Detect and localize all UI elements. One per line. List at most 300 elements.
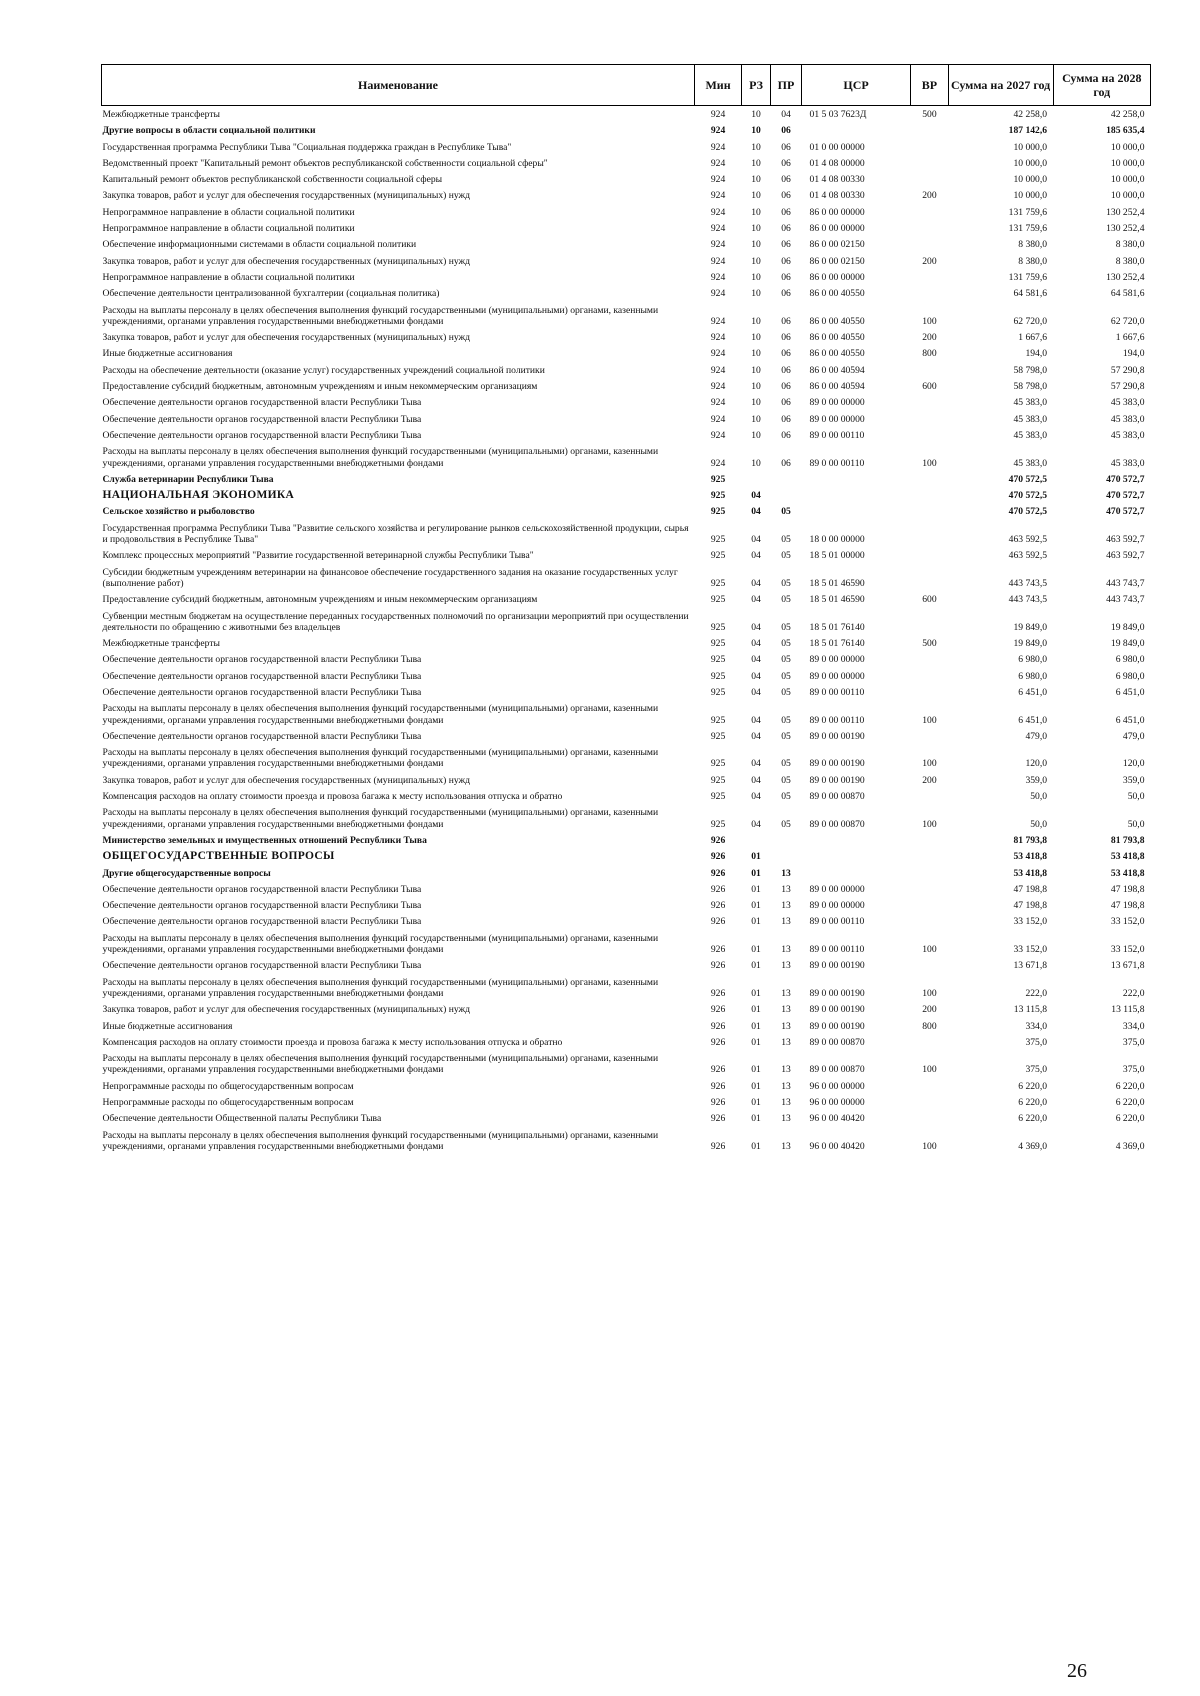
cell-sum-2027: 81 793,8 bbox=[1013, 834, 1048, 846]
cell-sum-2027: 6 220,0 bbox=[1018, 1080, 1048, 1092]
cell-rz: 10 bbox=[751, 413, 761, 425]
cell-sum-2027: 375,0 bbox=[1025, 1036, 1048, 1048]
cell-rz: 10 bbox=[751, 223, 761, 235]
cell-rz: 10 bbox=[751, 109, 761, 120]
cell-pr: 06 bbox=[781, 413, 791, 425]
cell-vr bbox=[911, 220, 948, 236]
cell-min: 925 bbox=[710, 791, 726, 803]
cell-pr: 06 bbox=[781, 125, 791, 137]
cell-csr: 89 0 00 00000 bbox=[809, 883, 865, 895]
table-row bbox=[102, 520, 1151, 548]
table-row bbox=[102, 269, 1151, 285]
cell-vr: 200 bbox=[922, 774, 937, 786]
table-body bbox=[102, 106, 1151, 1155]
cell-sum-2027: 19 849,0 bbox=[1013, 621, 1048, 633]
cell-min: 925 bbox=[710, 730, 726, 742]
cell-sum-2027: 6 451,0 bbox=[1018, 714, 1048, 726]
cell-sum-2028: 334,0 bbox=[1122, 1020, 1145, 1032]
cell-sum-2028: 375,0 bbox=[1122, 1036, 1145, 1048]
cell-name: Капитальный ремонт объектов республиканской собственности социальной сферы bbox=[102, 174, 443, 186]
cell-sum-2028: 222,0 bbox=[1122, 987, 1145, 999]
cell-name: Предоставление субсидий бюджетным, автономным учреждениям и иным некоммерческим организациям bbox=[102, 594, 538, 606]
cell-min: 924 bbox=[710, 206, 726, 218]
cell-sum-2028: 53 418,8 bbox=[1110, 867, 1145, 879]
cell-rz bbox=[742, 832, 771, 848]
cell-vr: 800 bbox=[922, 1020, 937, 1032]
cell-min: 924 bbox=[710, 315, 726, 327]
table-header bbox=[102, 65, 1151, 106]
table-row bbox=[102, 106, 1151, 123]
cell-pr: 05 bbox=[781, 577, 791, 589]
cell-rz: 10 bbox=[751, 125, 761, 137]
cell-vr bbox=[911, 362, 948, 378]
cell-pr: 04 bbox=[781, 109, 791, 120]
cell-csr: 89 0 00 00000 bbox=[809, 397, 865, 409]
table-row bbox=[102, 651, 1151, 667]
cell-name: Расходы на выплаты персоналу в целях обеспечения выполнения функций государственными (муниципальными) органами, казенными учреждениями, органами управления государственными внебюджетными фондами bbox=[102, 976, 659, 999]
cell-name: Сельское хозяйство и рыболовство bbox=[102, 506, 255, 518]
cell-sum-2028: 57 290,8 bbox=[1110, 381, 1145, 393]
cell-pr bbox=[770, 832, 801, 848]
cell-sum-2028: 45 383,0 bbox=[1110, 457, 1145, 469]
cell-min: 924 bbox=[710, 429, 726, 441]
cell-name: Непрограммное направление в области социальной политики bbox=[102, 271, 355, 283]
cell-pr: 06 bbox=[781, 381, 791, 393]
cell-vr bbox=[911, 394, 948, 410]
cell-min: 926 bbox=[710, 1004, 726, 1016]
cell-pr: 06 bbox=[781, 141, 791, 153]
cell-min: 926 bbox=[710, 883, 726, 895]
cell-rz: 04 bbox=[751, 818, 761, 830]
cell-pr: 13 bbox=[781, 1064, 791, 1076]
cell-csr: 86 0 00 40550 bbox=[809, 332, 865, 344]
cell-rz: 04 bbox=[751, 594, 761, 606]
budget-table-sheet bbox=[101, 64, 1151, 1154]
cell-name: Межбюджетные трансферты bbox=[102, 638, 220, 650]
table-row bbox=[102, 881, 1151, 897]
cell-vr bbox=[911, 547, 948, 563]
table-row bbox=[102, 930, 1151, 958]
table-row bbox=[102, 471, 1151, 487]
table-row bbox=[102, 285, 1151, 301]
cell-sum-2028: 6 220,0 bbox=[1115, 1080, 1145, 1092]
cell-rz: 01 bbox=[751, 1140, 761, 1152]
cell-csr: 89 0 00 00870 bbox=[809, 1036, 865, 1048]
cell-name: НАЦИОНАЛЬНАЯ ЭКОНОМИКА bbox=[102, 489, 295, 502]
cell-csr: 86 0 00 40594 bbox=[809, 381, 865, 393]
table-row bbox=[102, 204, 1151, 220]
cell-sum-2027: 4 369,0 bbox=[1018, 1140, 1048, 1152]
cell-sum-2028: 470 572,7 bbox=[1106, 506, 1145, 518]
table-row bbox=[102, 1110, 1151, 1126]
cell-csr: 89 0 00 00190 bbox=[809, 1004, 865, 1016]
budget-table bbox=[101, 64, 1151, 1154]
cell-name: Ведомственный проект "Капитальный ремонт объектов республиканской собственности социальной сферы" bbox=[102, 157, 548, 169]
cell-pr: 13 bbox=[781, 1140, 791, 1152]
cell-rz: 04 bbox=[751, 714, 761, 726]
cell-rz: 01 bbox=[751, 1004, 761, 1016]
cell-sum-2028: 62 720,0 bbox=[1110, 315, 1145, 327]
table-row bbox=[102, 1001, 1151, 1017]
table-row bbox=[102, 913, 1151, 929]
cell-name: Служба ветеринарии Республики Тыва bbox=[102, 473, 274, 485]
cell-name: Другие общегосударственные вопросы bbox=[102, 867, 271, 879]
cell-sum-2028: 185 635,4 bbox=[1106, 125, 1145, 137]
table-row bbox=[102, 564, 1151, 592]
cell-sum-2028: 479,0 bbox=[1122, 730, 1145, 742]
cell-name: Непрограммные расходы по общегосударственным вопросам bbox=[102, 1080, 354, 1092]
cell-csr: 89 0 00 00110 bbox=[809, 686, 865, 698]
cell-vr bbox=[911, 788, 948, 804]
cell-min: 925 bbox=[710, 758, 726, 770]
cell-vr bbox=[911, 957, 948, 973]
cell-csr: 89 0 00 00190 bbox=[809, 758, 865, 770]
cell-vr: 600 bbox=[922, 381, 937, 393]
cell-sum-2028: 8 380,0 bbox=[1115, 255, 1145, 267]
cell-pr: 05 bbox=[781, 791, 791, 803]
cell-sum-2028: 10 000,0 bbox=[1110, 190, 1145, 202]
cell-min: 924 bbox=[710, 141, 726, 153]
cell-sum-2027: 187 142,6 bbox=[1008, 125, 1048, 137]
cell-name: Иные бюджетные ассигнования bbox=[102, 1020, 233, 1032]
cell-rz: 10 bbox=[751, 206, 761, 218]
cell-vr: 200 bbox=[922, 1004, 937, 1016]
cell-min: 924 bbox=[710, 381, 726, 393]
cell-min: 924 bbox=[710, 174, 726, 186]
cell-sum-2028: 6 980,0 bbox=[1115, 654, 1145, 666]
cell-csr: 01 4 08 00330 bbox=[809, 190, 865, 202]
cell-sum-2028: 53 418,8 bbox=[1110, 851, 1145, 863]
cell-pr: 13 bbox=[781, 916, 791, 928]
cell-min: 926 bbox=[710, 1140, 726, 1152]
cell-name: Расходы на выплаты персоналу в целях обеспечения выполнения функций государственными (муниципальными) органами, казенными учреждениями, органами управления государственными внебюджетными фондами bbox=[102, 446, 659, 469]
table-row bbox=[102, 171, 1151, 187]
table-row bbox=[102, 547, 1151, 563]
cell-sum-2028: 4 369,0 bbox=[1115, 1140, 1145, 1152]
cell-min: 926 bbox=[710, 916, 726, 928]
cell-min: 924 bbox=[710, 397, 726, 409]
cell-min: 924 bbox=[710, 109, 726, 120]
table-row bbox=[102, 1094, 1151, 1110]
cell-vr: 200 bbox=[922, 255, 937, 267]
cell-sum-2028: 194,0 bbox=[1122, 348, 1145, 360]
cell-rz: 10 bbox=[751, 457, 761, 469]
cell-rz: 04 bbox=[751, 654, 761, 666]
cell-csr: 86 0 00 40594 bbox=[809, 364, 865, 376]
cell-sum-2027: 470 572,5 bbox=[1008, 506, 1048, 518]
cell-name: Обеспечение деятельности органов государственной власти Республики Тыва bbox=[102, 654, 422, 666]
cell-rz: 01 bbox=[751, 1113, 761, 1125]
cell-name: Обеспечение деятельности органов государственной власти Республики Тыва bbox=[102, 916, 422, 928]
cell-csr: 89 0 00 00190 bbox=[809, 960, 865, 972]
cell-pr bbox=[770, 471, 801, 487]
cell-name: Расходы на выплаты персоналу в целях обеспечения выполнения функций государственными (муниципальными) органами, казенными учреждениями, органами управления государственными внебюджетными фондами bbox=[102, 932, 659, 956]
cell-sum-2027: 50,0 bbox=[1030, 791, 1048, 803]
cell-vr: 100 bbox=[922, 758, 937, 770]
cell-sum-2027: 1 667,6 bbox=[1018, 332, 1048, 344]
cell-vr bbox=[911, 1094, 948, 1110]
cell-pr: 13 bbox=[781, 944, 791, 956]
cell-min: 926 bbox=[710, 960, 726, 972]
cell-min: 925 bbox=[710, 818, 726, 830]
cell-min: 924 bbox=[710, 288, 726, 300]
cell-csr: 18 5 01 46590 bbox=[809, 594, 865, 606]
cell-name: Расходы на выплаты персоналу в целях обеспечения выполнения функций государственными (муниципальными) органами, казенными учреждениями, органами управления государственными внебюджетными фондами bbox=[102, 747, 659, 770]
cell-sum-2027: 10 000,0 bbox=[1013, 190, 1048, 202]
cell-min: 924 bbox=[710, 332, 726, 344]
cell-name: Обеспечение информационными системами в области социальной политики bbox=[102, 239, 417, 251]
cell-pr: 05 bbox=[781, 638, 791, 650]
cell-csr bbox=[802, 848, 911, 864]
cell-csr: 86 0 00 00000 bbox=[809, 271, 865, 283]
cell-sum-2027: 463 592,5 bbox=[1008, 550, 1048, 562]
table-row bbox=[102, 591, 1151, 607]
cell-rz: 04 bbox=[751, 730, 761, 742]
cell-pr: 05 bbox=[781, 670, 791, 682]
cell-name: Обеспечение деятельности органов государственной власти Республики Тыва bbox=[102, 883, 422, 895]
cell-name: Обеспечение деятельности органов государственной власти Республики Тыва bbox=[102, 413, 422, 425]
cell-vr bbox=[911, 411, 948, 427]
cell-sum-2027: 47 198,8 bbox=[1013, 900, 1048, 912]
cell-min: 926 bbox=[710, 1113, 726, 1125]
cell-name: Министерство земельных и имущественных отношений Республики Тыва bbox=[102, 834, 427, 846]
cell-sum-2027: 53 418,8 bbox=[1013, 867, 1048, 879]
cell-rz: 01 bbox=[751, 916, 761, 928]
cell-csr: 89 0 00 00190 bbox=[809, 774, 865, 786]
cell-sum-2027: 62 720,0 bbox=[1013, 315, 1048, 327]
cell-min: 924 bbox=[710, 457, 726, 469]
table-row bbox=[102, 362, 1151, 378]
cell-sum-2028: 1 667,6 bbox=[1115, 332, 1145, 344]
cell-pr: 06 bbox=[781, 190, 791, 202]
cell-sum-2027: 359,0 bbox=[1025, 774, 1048, 786]
cell-sum-2028: 47 198,8 bbox=[1110, 900, 1145, 912]
cell-pr: 06 bbox=[781, 271, 791, 283]
cell-csr: 86 0 00 40550 bbox=[809, 315, 865, 327]
cell-min: 924 bbox=[710, 239, 726, 251]
cell-sum-2027: 443 743,5 bbox=[1008, 594, 1048, 606]
cell-vr bbox=[911, 520, 948, 548]
cell-name: Расходы на обеспечение деятельности (оказание услуг) государственных учреждений социальной политики bbox=[102, 364, 545, 376]
cell-rz: 10 bbox=[751, 315, 761, 327]
cell-rz: 10 bbox=[751, 348, 761, 360]
cell-pr: 06 bbox=[781, 457, 791, 469]
cell-min: 924 bbox=[710, 125, 726, 137]
cell-sum-2027: 45 383,0 bbox=[1013, 429, 1048, 441]
cell-vr: 100 bbox=[922, 1064, 937, 1076]
cell-csr: 86 0 00 02150 bbox=[809, 239, 865, 251]
cell-name: Обеспечение деятельности Общественной палаты Республики Тыва bbox=[102, 1113, 382, 1125]
table-row bbox=[102, 608, 1151, 636]
cell-vr bbox=[911, 487, 948, 503]
cell-min: 926 bbox=[710, 867, 726, 879]
cell-sum-2028: 10 000,0 bbox=[1110, 141, 1145, 153]
table-row bbox=[102, 832, 1151, 848]
table-row bbox=[102, 487, 1151, 503]
page-number: 26 bbox=[1067, 1660, 1087, 1682]
cell-name: Расходы на выплаты персоналу в целях обеспечения выполнения функций государственными (муниципальными) органами, казенными учреждениями, органами управления государственными внебюджетными фондами bbox=[102, 304, 659, 327]
cell-rz: 10 bbox=[751, 157, 761, 169]
cell-sum-2027: 6 980,0 bbox=[1018, 670, 1048, 682]
cell-rz: 10 bbox=[751, 190, 761, 202]
cell-rz: 01 bbox=[751, 1064, 761, 1076]
cell-sum-2028: 42 258,0 bbox=[1110, 109, 1145, 120]
cell-vr bbox=[911, 171, 948, 187]
cell-sum-2027: 470 572,5 bbox=[1008, 473, 1048, 485]
cell-rz: 10 bbox=[751, 141, 761, 153]
cell-sum-2028: 6 980,0 bbox=[1115, 670, 1145, 682]
cell-csr: 96 0 00 40420 bbox=[809, 1140, 865, 1152]
cell-rz: 01 bbox=[751, 1020, 761, 1032]
cell-rz: 04 bbox=[751, 550, 761, 562]
cell-csr: 18 5 01 46590 bbox=[809, 577, 865, 589]
table-row bbox=[102, 957, 1151, 973]
cell-sum-2028: 13 671,8 bbox=[1110, 960, 1145, 972]
cell-vr bbox=[911, 684, 948, 700]
table-row bbox=[102, 302, 1151, 330]
cell-sum-2027: 53 418,8 bbox=[1013, 851, 1048, 863]
cell-min: 925 bbox=[710, 774, 726, 786]
cell-csr: 89 0 00 00870 bbox=[809, 818, 865, 830]
cell-min: 925 bbox=[710, 550, 726, 562]
cell-sum-2028: 130 252,4 bbox=[1106, 271, 1145, 283]
cell-pr: 13 bbox=[781, 1097, 791, 1108]
cell-rz bbox=[742, 471, 771, 487]
cell-vr bbox=[911, 122, 948, 138]
table-row bbox=[102, 897, 1151, 913]
cell-sum-2028: 10 000,0 bbox=[1110, 174, 1145, 186]
cell-min: 924 bbox=[710, 364, 726, 376]
cell-sum-2027: 33 152,0 bbox=[1013, 916, 1048, 928]
cell-vr: 100 bbox=[922, 315, 937, 327]
cell-csr bbox=[802, 487, 911, 503]
cell-rz: 01 bbox=[751, 1036, 761, 1048]
cell-name: Компенсация расходов на оплату стоимости проезда и провоза багажа к месту использования отпуска и обратно bbox=[102, 1036, 563, 1048]
cell-csr: 86 0 00 02150 bbox=[809, 255, 865, 267]
cell-sum-2027: 6 980,0 bbox=[1018, 654, 1048, 666]
table-row bbox=[102, 865, 1151, 881]
cell-sum-2027: 45 383,0 bbox=[1013, 397, 1048, 409]
cell-min: 925 bbox=[710, 621, 726, 633]
cell-name: Закупка товаров, работ и услуг для обеспечения государственных (муниципальных) нужд bbox=[102, 774, 471, 786]
cell-vr: 200 bbox=[922, 332, 937, 344]
cell-csr: 89 0 00 00870 bbox=[809, 791, 865, 803]
cell-rz: 10 bbox=[751, 174, 761, 186]
cell-pr bbox=[770, 848, 801, 864]
cell-pr: 06 bbox=[781, 255, 791, 267]
table-row bbox=[102, 848, 1151, 864]
cell-csr: 89 0 00 00000 bbox=[809, 670, 865, 682]
cell-vr: 100 bbox=[922, 1140, 937, 1152]
cell-pr: 06 bbox=[781, 429, 791, 441]
cell-pr: 05 bbox=[781, 758, 791, 770]
cell-sum-2028: 463 592,7 bbox=[1106, 534, 1145, 546]
cell-rz: 04 bbox=[751, 490, 761, 502]
table-row bbox=[102, 1050, 1151, 1078]
cell-name: Обеспечение деятельности органов государственной власти Республики Тыва bbox=[102, 397, 422, 409]
cell-sum-2028: 47 198,8 bbox=[1110, 883, 1145, 895]
cell-pr: 05 bbox=[781, 621, 791, 633]
cell-vr bbox=[911, 285, 948, 301]
cell-rz: 04 bbox=[751, 670, 761, 682]
cell-min: 925 bbox=[710, 473, 726, 485]
cell-vr: 100 bbox=[922, 944, 937, 956]
col-header-name: Наименование bbox=[102, 65, 695, 106]
cell-vr: 100 bbox=[922, 987, 937, 999]
cell-sum-2028: 50,0 bbox=[1127, 791, 1145, 803]
cell-sum-2027: 33 152,0 bbox=[1013, 944, 1048, 956]
cell-pr: 13 bbox=[781, 1020, 791, 1032]
cell-vr bbox=[911, 913, 948, 929]
cell-sum-2028: 6 451,0 bbox=[1115, 714, 1145, 726]
cell-sum-2027: 463 592,5 bbox=[1008, 534, 1048, 546]
cell-name: Расходы на выплаты персоналу в целях обеспечения выполнения функций государственными (муниципальными) органами, казенными учреждениями, органами управления государственными внебюджетными фондами bbox=[102, 1053, 659, 1076]
cell-min: 925 bbox=[710, 638, 726, 650]
cell-csr: 96 0 00 40420 bbox=[809, 1113, 865, 1125]
cell-sum-2027: 6 220,0 bbox=[1018, 1113, 1048, 1125]
cell-name: Непрограммное направление в области социальной политики bbox=[102, 223, 355, 235]
cell-name: Непрограммное направление в области социальной политики bbox=[102, 206, 355, 218]
cell-csr: 18 5 01 76140 bbox=[809, 638, 865, 650]
cell-rz: 10 bbox=[751, 397, 761, 409]
cell-csr: 89 0 00 00110 bbox=[809, 944, 865, 956]
cell-sum-2028: 443 743,7 bbox=[1106, 594, 1145, 606]
cell-vr bbox=[911, 668, 948, 684]
table-row bbox=[102, 236, 1151, 252]
cell-min: 925 bbox=[710, 686, 726, 698]
cell-rz: 04 bbox=[751, 686, 761, 698]
cell-sum-2027: 10 000,0 bbox=[1013, 157, 1048, 169]
col-header-min: Мин bbox=[695, 65, 742, 106]
cell-sum-2028: 64 581,6 bbox=[1110, 288, 1145, 300]
cell-vr bbox=[911, 139, 948, 155]
cell-vr bbox=[911, 1034, 948, 1050]
col-header-pr: ПР bbox=[770, 65, 801, 106]
cell-sum-2027: 13 115,8 bbox=[1013, 1004, 1048, 1016]
cell-vr bbox=[911, 848, 948, 864]
cell-rz: 10 bbox=[751, 381, 761, 393]
cell-pr: 06 bbox=[781, 288, 791, 300]
cell-sum-2028: 57 290,8 bbox=[1110, 364, 1145, 376]
col-header-rz: РЗ bbox=[742, 65, 771, 106]
table-row bbox=[102, 974, 1151, 1002]
cell-pr: 05 bbox=[781, 506, 791, 518]
cell-sum-2027: 6 220,0 bbox=[1018, 1097, 1048, 1108]
cell-sum-2027: 443 743,5 bbox=[1008, 577, 1048, 589]
table-row bbox=[102, 329, 1151, 345]
cell-sum-2027: 222,0 bbox=[1025, 987, 1048, 999]
cell-vr: 500 bbox=[922, 638, 937, 650]
cell-vr bbox=[911, 204, 948, 220]
cell-rz: 04 bbox=[751, 621, 761, 633]
cell-min: 926 bbox=[710, 834, 726, 846]
cell-csr bbox=[802, 865, 911, 881]
cell-pr: 06 bbox=[781, 315, 791, 327]
table-row bbox=[102, 788, 1151, 804]
cell-rz: 01 bbox=[751, 900, 761, 912]
cell-vr bbox=[911, 1110, 948, 1126]
cell-name: Обеспечение деятельности органов государственной власти Республики Тыва bbox=[102, 960, 422, 972]
table-row bbox=[102, 220, 1151, 236]
cell-rz: 10 bbox=[751, 239, 761, 251]
cell-name: Иные бюджетные ассигнования bbox=[102, 348, 233, 360]
table-row bbox=[102, 503, 1151, 519]
table-row bbox=[102, 427, 1151, 443]
cell-min: 925 bbox=[710, 670, 726, 682]
cell-pr bbox=[770, 487, 801, 503]
cell-csr bbox=[802, 471, 911, 487]
cell-sum-2027: 120,0 bbox=[1025, 758, 1048, 770]
